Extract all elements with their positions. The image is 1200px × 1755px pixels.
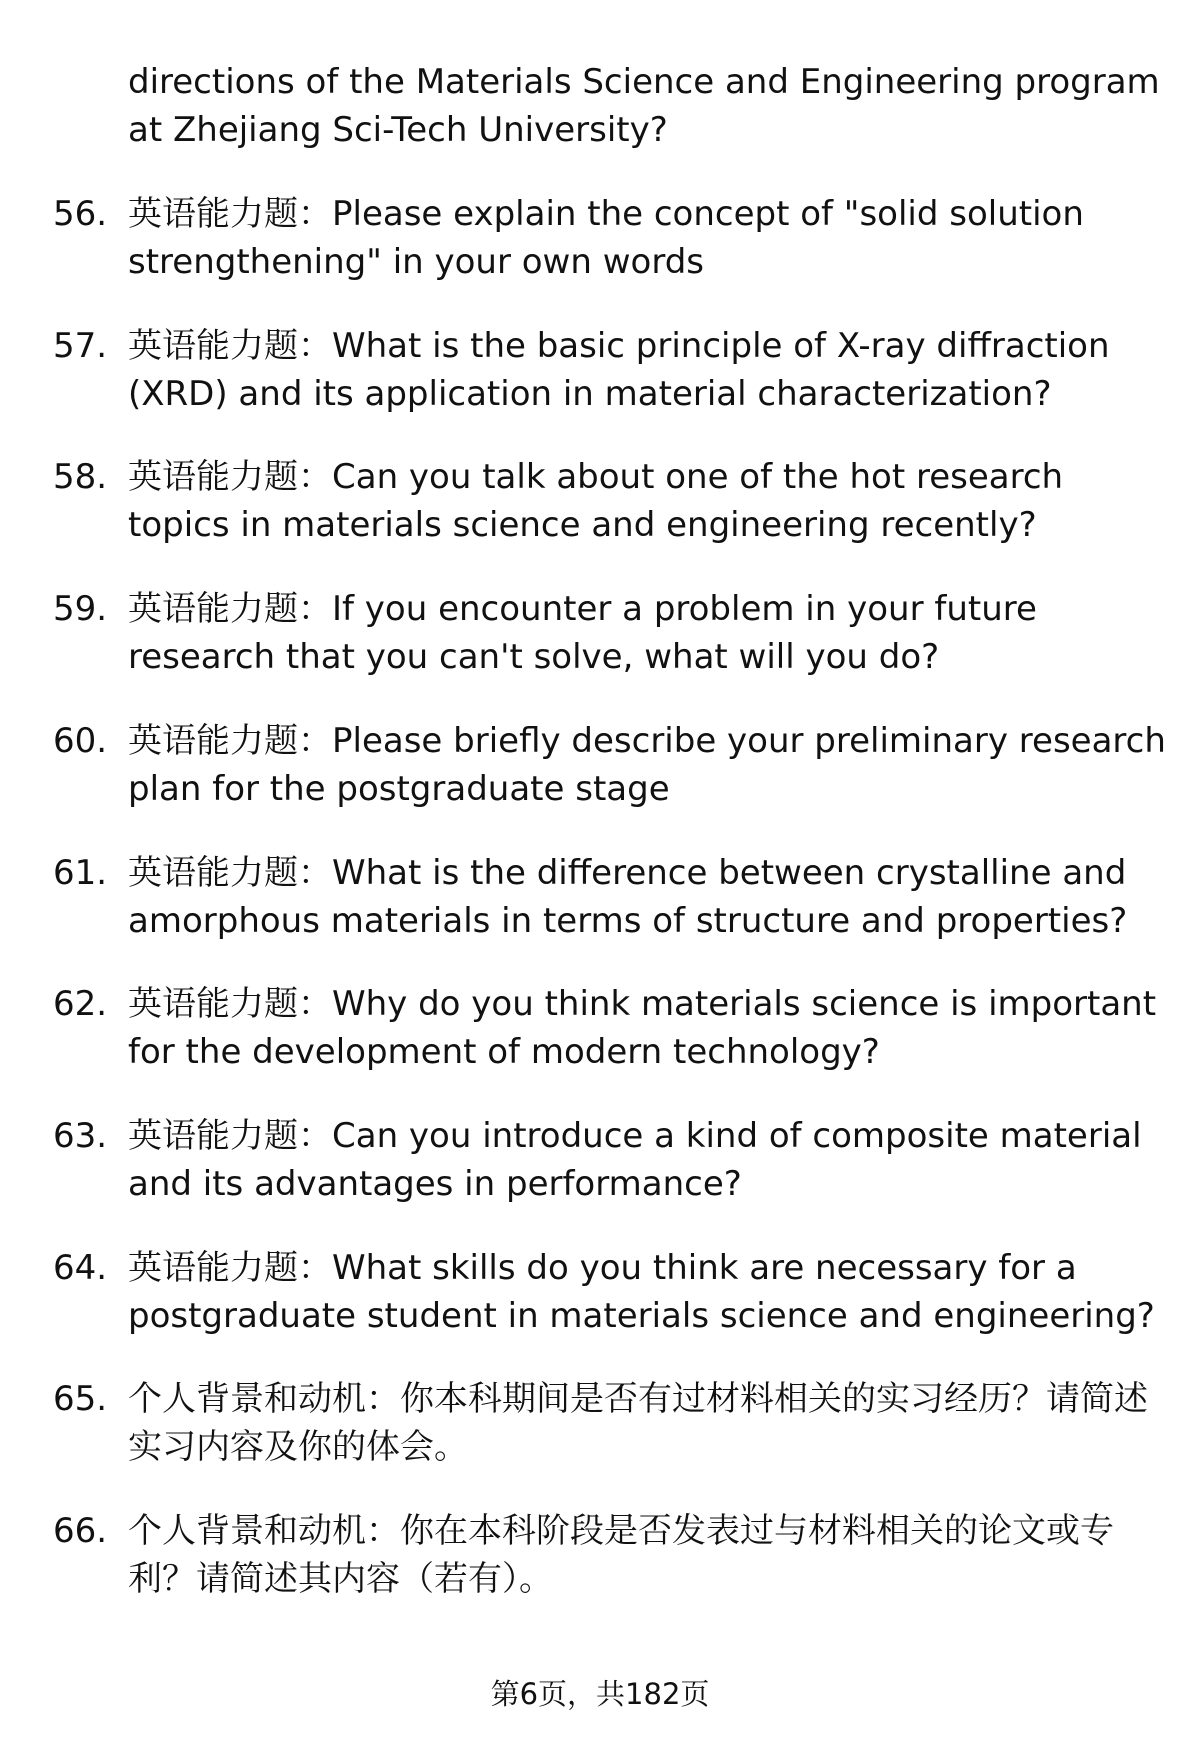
question-number: 63. (53, 1115, 108, 1156)
question-number: 62. (53, 984, 108, 1025)
question-text: 英语能力题：What skills do you think are necessary for a postgraduate student in materials science and engineering? (128, 1247, 1155, 1336)
question-number: 65. (53, 1379, 108, 1420)
question-number: 61. (53, 852, 108, 893)
question-number: 64. (53, 1247, 108, 1288)
question-text: 英语能力题：What is the basic principle of X-ray diffraction (XRD) and its application in material characterization? (128, 325, 1110, 414)
question-number: 59. (53, 589, 108, 630)
question-text: 个人背景和动机：你本科期间是否有过材料相关的实习经历？请简述实习内容及你的体会。 (128, 1379, 1148, 1468)
question-number: 66. (53, 1511, 108, 1551)
question-text: 英语能力题：Why do you think materials science is important for the development of modern technology? (128, 984, 1157, 1073)
question-number: 60. (53, 720, 108, 761)
question-text: 英语能力题：What is the difference between crystalline and amorphous materials in terms of structure and properties? (128, 852, 1128, 941)
continued-question-text: directions of the Materials Science and Engineering program at Zhejiang Sci-Tech University? (128, 62, 1160, 150)
question-text: 英语能力题：Can you talk about one of the hot research topics in materials science and engineering recently? (128, 457, 1064, 546)
question-number: 56. (53, 194, 108, 234)
question-text: 英语能力题：Please briefly describe your preliminary research plan for the postgraduate stage (128, 720, 1166, 809)
question-number: 57. (53, 325, 108, 366)
question-text: 个人背景和动机：你在本科阶段是否发表过与材料相关的论文或专利？请简述其内容（若有）。 (128, 1511, 1114, 1599)
question-number: 58. (53, 457, 108, 498)
question-text: 英语能力题：Please explain the concept of "solid solution strengthening" in your own words (128, 194, 1084, 282)
page-number: 第6页，共182页 (490, 1677, 710, 1711)
question-text: 英语能力题：Can you introduce a kind of composite material and its advantages in performance? (128, 1115, 1142, 1204)
question-text: 英语能力题：If you encounter a problem in your future research that you can't solve, what will you do? (128, 589, 1037, 678)
